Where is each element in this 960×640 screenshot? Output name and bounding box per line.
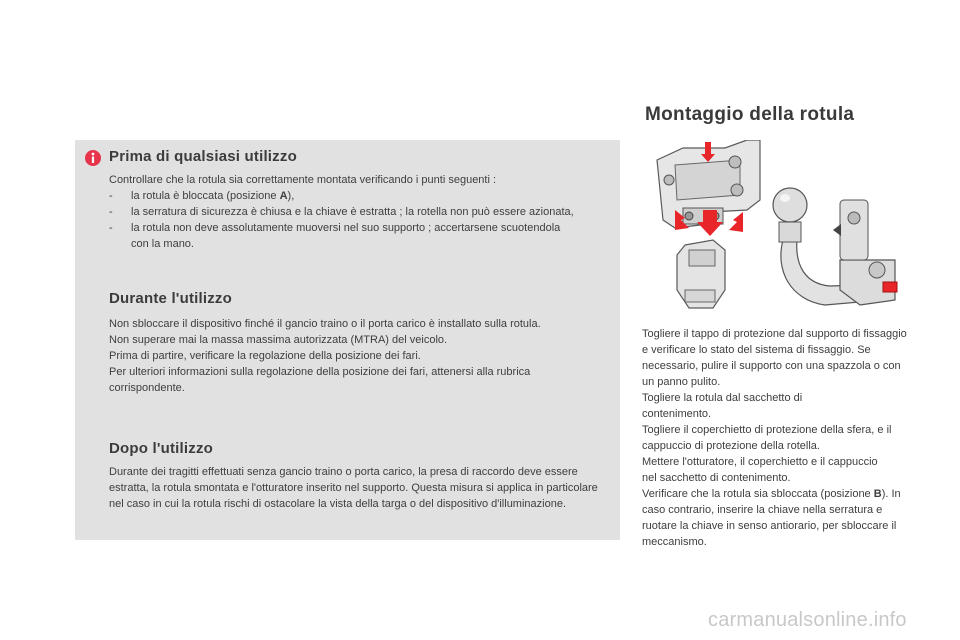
position-letter: A [279, 190, 288, 202]
list-item: - la serratura di sicurezza è chiusa e la chiave è estratta ; la rotella non può essere azionata, [109, 206, 574, 218]
mounting-instructions [642, 326, 912, 550]
paragraph-line: Non sbloccare il dispositivo finché il gancio traino o il porta carico è installato sulla rotula. [109, 318, 541, 330]
list-item-text-end: ), [287, 190, 295, 202]
instruction-line-last [642, 486, 912, 550]
info-icon [85, 150, 101, 166]
paragraph: Durante dei tragitti effettuati senza gancio traino o porta carico, la presa di raccordo deve essere estratta, la rotula smontata e l'otturatore inserito nel supporto. Questa misura si applica in particolare nel caso in cui la rotula rischi di ostacolare la vista della targa o del dispositivo d'illuminazione. [109, 466, 598, 510]
section-title-dopo: Dopo l'utilizzo [109, 440, 214, 457]
section-durante-body [109, 316, 609, 396]
instruction-text-end: ). In caso contrario, inserire la chiave nella serratura e ruotare la chiave in senso antiorario, per sbloccare il meccanismo. [642, 488, 901, 548]
instruction-line: Togliere il tappo di protezione dal supporto di fissaggio e verificare lo stato del sistema di fissaggio. Se necessario, pulire il supporto con una spazzola o con un panno pulito. [642, 328, 907, 388]
list-item-text: la rotula non deve assolutamente muoversi nel suo supporto ; accertarsene scuotendola con la mano. [131, 222, 561, 250]
section-title-durante: Durante l'utilizzo [109, 290, 232, 307]
instruction-line: Togliere il coperchietto di protezione della sfera, e il cappuccio di protezione della rotella. [642, 424, 892, 452]
list-item: - la rotula è bloccata (posizione A), [109, 190, 295, 202]
instruction-text: Verificare che la rotula sia sbloccata (posizione [642, 488, 874, 500]
list-item-text: la serratura di sicurezza è chiusa e la chiave è estratta ; la rotella non può essere azionata, [131, 206, 574, 218]
list-item-text: la rotula è bloccata (posizione [131, 190, 280, 202]
tow-ball-illustration [655, 140, 900, 312]
section-title-prima: Prima di qualsiasi utilizzo [109, 148, 297, 165]
section-prima-intro: Controllare che la rotula sia correttamente montata verificando i punti seguenti : [109, 174, 497, 186]
list-item: - la rotula non deve assolutamente muoversi nel suo supporto ; accertarsene scuotendola con la mano. [109, 222, 561, 250]
position-letter: B [873, 488, 882, 500]
paragraph-line: Prima di partire, verificare la regolazione della posizione dei fari. [109, 350, 421, 362]
check-list [109, 188, 609, 252]
section-dopo-body [109, 464, 609, 512]
page-title: Montaggio della rotula [645, 104, 855, 125]
paragraph-line: Non superare mai la massa massima autorizzata (MTRA) del veicolo. [109, 334, 448, 346]
section-prima-body [109, 172, 609, 252]
watermark: carmanualsonline.info [708, 609, 907, 631]
instruction-line: Mettere l'otturatore, il coperchietto e il cappuccio nel sacchetto di contenimento. [642, 456, 878, 484]
paragraph-line: Per ulteriori informazioni sulla regolazione della posizione dei fari, attenersi alla rubrica corrispondente. [109, 366, 531, 394]
instruction-line: Togliere la rotula dal sacchetto di contenimento. [642, 392, 803, 420]
